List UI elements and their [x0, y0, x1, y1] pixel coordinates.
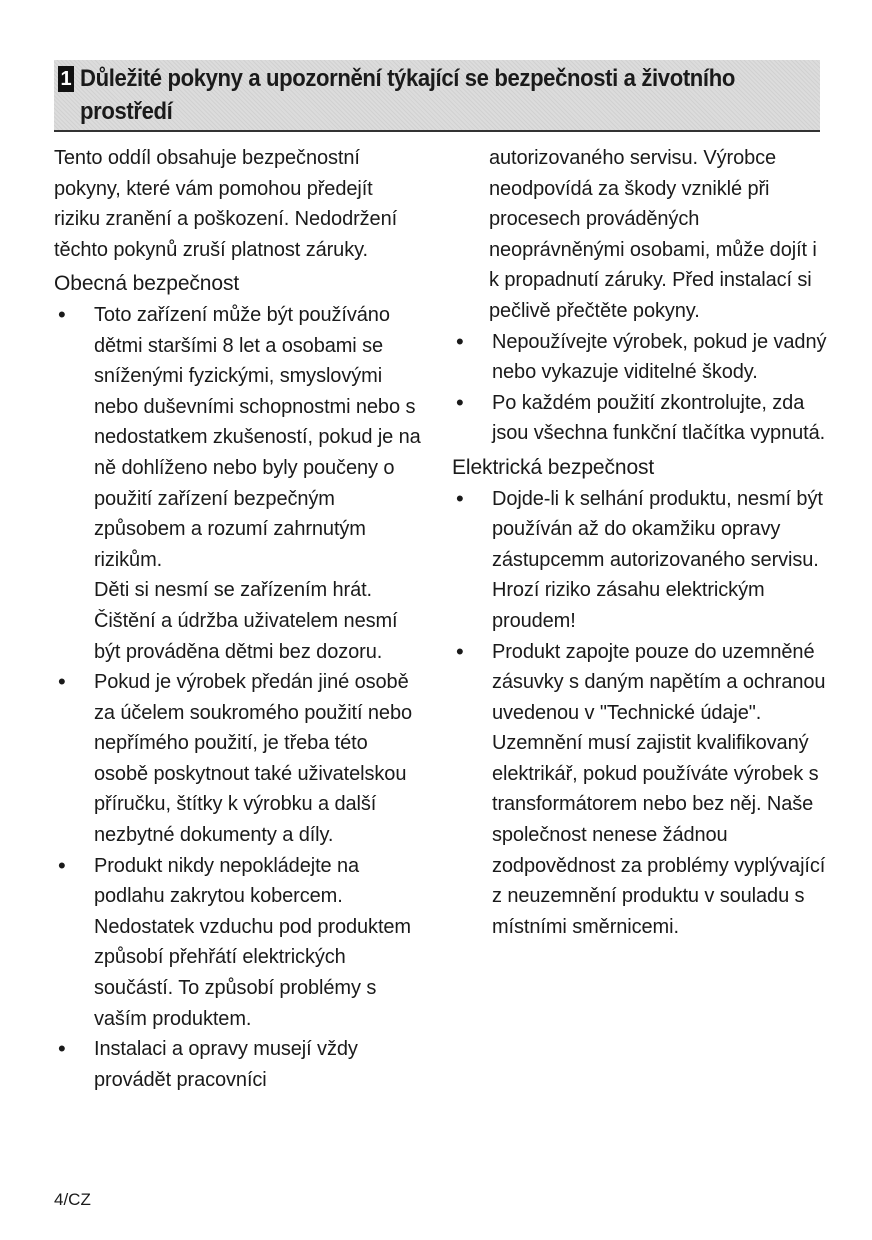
page-number: 4/CZ	[54, 1190, 91, 1209]
list-item: • Pokud je výrobek předán jiné osobě za účelem soukromého použití nebo nepřímého použití, je třeba této osobě poskytnout také uživatelskou příručku, štítky k výrobku a další nezbytné dokumenty a díly.	[54, 667, 424, 851]
electrical-safety-heading: Elektrická bezpečnost	[452, 455, 655, 479]
list-item-text: Toto zařízení může být používáno dětmi staršími 8 let a osobami se sníženými fyzickými, smyslovými nebo duševními schopnostmi nebo s nedostatkem zkušeností, pokud je na ně dohlíženo nebo byly poučeny o použití zařízení bezpečným způsobem a rozumí zahrnutým rizikům.	[94, 303, 421, 571]
left-column	[54, 143, 424, 1095]
list-item	[54, 300, 424, 667]
list-item: • Dojde-li k selhání produktu, nesmí být používán až do okamžiku opravy zástupcemm autorizovaného servisu. Hrozí riziko zásahu elektrickým proudem!	[452, 484, 827, 637]
list-item: • Po každém použití zkontrolujte, zda jsou všechna funkční tlačítka vypnutá.	[452, 388, 827, 449]
list-item-extra: Děti si nesmí se zařízením hrát. Čištění a údržba uživatelem nesmí být prováděna dětmi bez dozoru.	[94, 579, 398, 663]
electrical-safety-list	[452, 484, 827, 943]
list-item: • Produkt nikdy nepokládejte na podlahu zakrytou kobercem. Nedostatek vzduchu pod produktem způsobí přehřátí elektrických součástí. To způsobí problémy s vaším produktem.	[54, 851, 424, 1035]
list-item: • Instalaci a opravy musejí vždy provádět pracovníci	[54, 1034, 424, 1095]
general-safety-list-continued	[452, 327, 827, 449]
section-header	[54, 60, 820, 132]
section-title: Důležité pokyny a upozornění týkající se bezpečnosti a životního prostředí	[80, 65, 735, 125]
general-safety-list	[54, 300, 424, 1095]
list-item: • Nepoužívejte výrobek, pokud je vadný nebo vykazuje viditelné škody.	[452, 327, 827, 388]
right-column	[452, 143, 827, 942]
intro-paragraph: Tento oddíl obsahuje bezpečnostní pokyny, které vám pomohou předejít riziku zranění a poškození. Nedodržení těchto pokynů zruší platnost záruky.	[54, 147, 398, 261]
general-safety-heading: Obecná bezpečnost	[54, 272, 240, 296]
list-item-continuation: autorizovaného servisu. Výrobce neodpovídá za škody vzniklé při procesech prováděných neoprávněnými osobami, může dojít i k propadnutí záruky. Před instalací si pečlivě přečtěte pokyny.	[489, 147, 817, 322]
section-number-badge: 1	[58, 66, 74, 92]
list-item: • Produkt zapojte pouze do uzemněné zásuvky s daným napětím a ochranou uvedenou v "Technické údaje". Uzemnění musí zajistit kvalifikovaný elektrikář, pokud používáte výrobek s transformátorem nebo bez něj. Naše společnost nenese žádnou zodpovědnost za problémy vyplývající z neuzemnění produktu v souladu s místními směrnicemi.	[452, 637, 827, 943]
